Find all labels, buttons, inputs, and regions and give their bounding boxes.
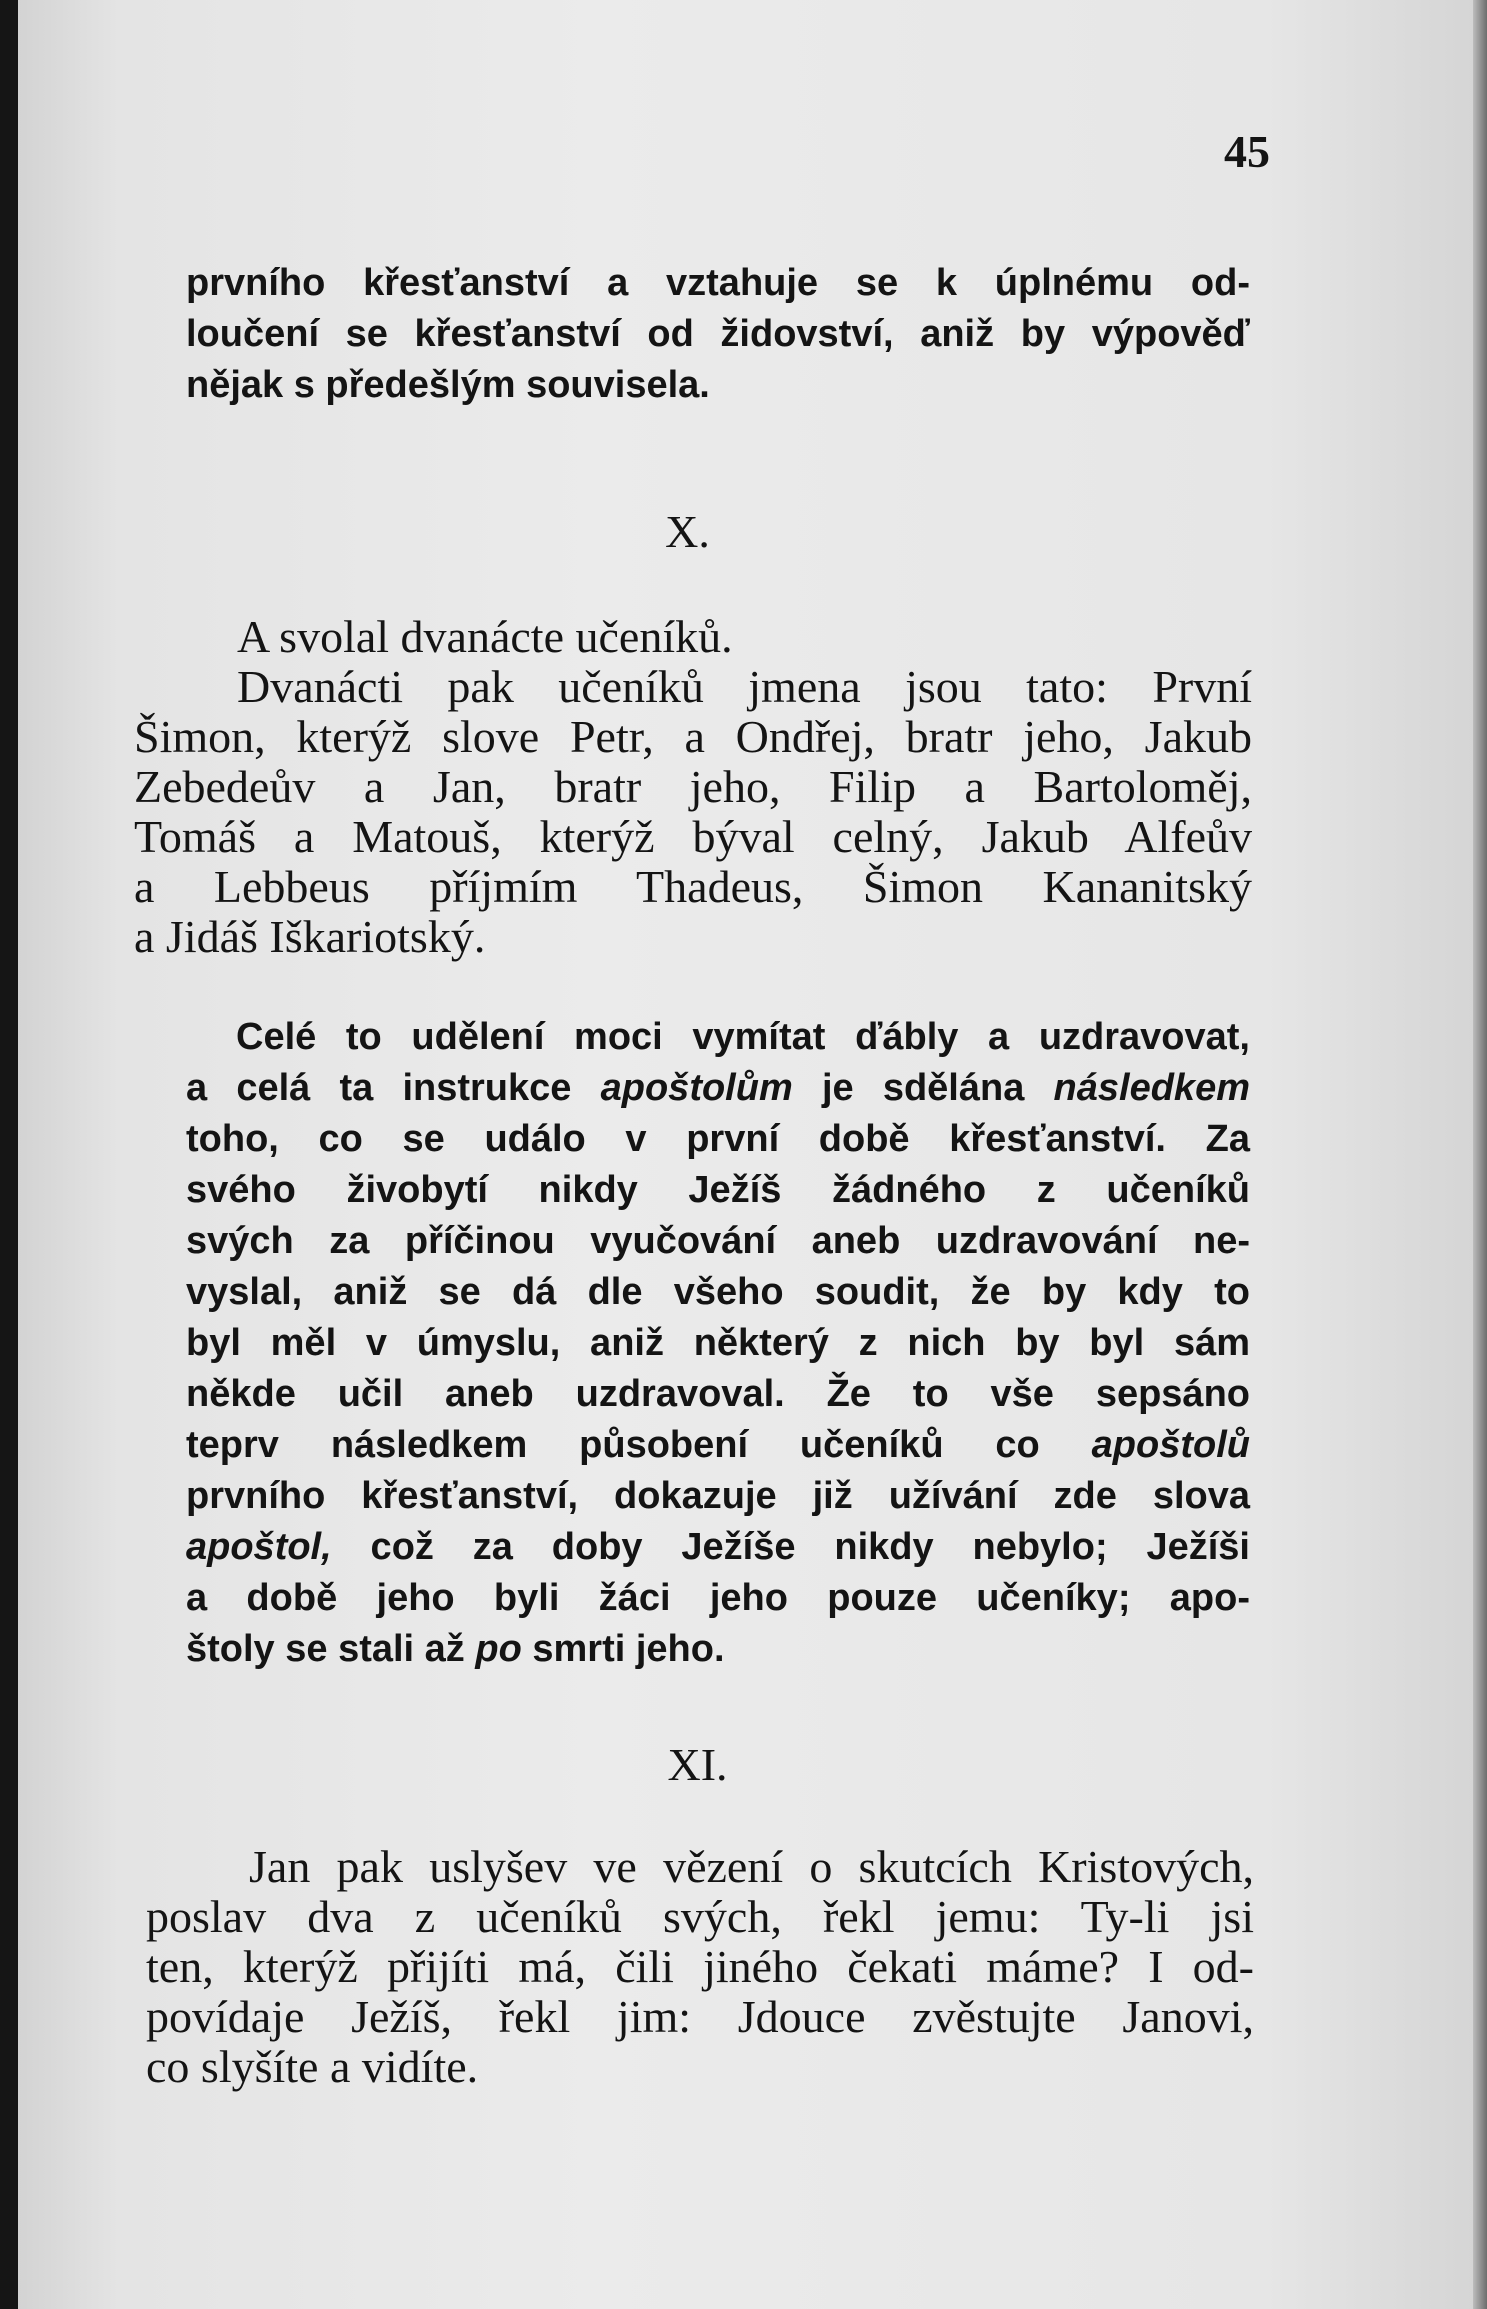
quote-line: poslav dva z učeníků svých, řekl jemu: Ty-li jsi: [146, 1891, 1254, 1942]
page-left-edge-shadow: [0, 0, 18, 2309]
quote-line: Dvanácti pak učeníků jmena jsou tato: První: [237, 661, 1252, 712]
intro-line: prvního křesťanství a vztahuje se k úplnému od-: [186, 262, 1250, 304]
intro-line: loučení se křesťanství od židovství, aniž by výpověď: [186, 313, 1250, 355]
commentary-line: Celé to udělení moci vymítat ďábly a uzdravovat,: [236, 1016, 1250, 1058]
quote-line: a Jidáš Iškariotský.: [134, 911, 486, 962]
commentary-line: byl měl v úmyslu, aniž některý z nich by byl sám: [186, 1322, 1250, 1364]
commentary-line: štoly se stali až po smrti jeho.: [186, 1628, 725, 1670]
quote-line: Tomáš a Matouš, kterýž býval celný, Jakub Alfeův: [134, 811, 1252, 862]
commentary-line: svého živobytí nikdy Ježíš žádného z učeníků: [186, 1169, 1250, 1211]
quote-line: povídaje Ježíš, řekl jim: Jdouce zvěstujte Janovi,: [146, 1991, 1254, 2042]
page-number: 45: [1224, 126, 1270, 177]
intro-line: nějak s předešlým souvisela.: [186, 364, 710, 406]
commentary-line: prvního křesťanství, dokazuje již užívání zde slova: [186, 1475, 1250, 1517]
commentary-line: někde učil aneb uzdravoval. Že to vše sepsáno: [186, 1373, 1250, 1415]
section-xi-heading: XI.: [667, 1739, 728, 1790]
quote-line: Jan pak uslyšev ve vězení o skutcích Kristových,: [249, 1841, 1254, 1892]
section-x-commentary: [186, 1012, 1250, 1675]
commentary-line: toho, co se událo v první době křesťanství. Za: [186, 1118, 1250, 1160]
page-right-edge-shadow: [1473, 0, 1487, 2309]
commentary-line: apoštol, což za doby Ježíše nikdy nebylo; Ježíši: [186, 1526, 1250, 1568]
commentary-line: teprv následkem působení učeníků co apoštolů: [186, 1424, 1250, 1466]
commentary-line: vyslal, aniž se dá dle všeho soudit, že by kdy to: [186, 1271, 1250, 1313]
quote-line: co slyšíte a vidíte.: [146, 2041, 479, 2092]
quote-line: Zebedeův a Jan, bratr jeho, Filip a Bartoloměj,: [134, 761, 1252, 812]
section-x-heading: X.: [665, 506, 710, 557]
commentary-line: a celá ta instrukce apoštolům je sdělána následkem: [186, 1067, 1250, 1109]
commentary-line: a době jeho byli žáci jeho pouze učeníky; apo-: [186, 1577, 1250, 1619]
quote-first-line: A svolal dvanácte učeníků.: [237, 611, 733, 662]
commentary-line: svých za příčinou vyučování aneb uzdravování ne-: [186, 1220, 1250, 1262]
intro-paragraph: [186, 258, 1250, 411]
quote-line: ten, kterýž přijíti má, čili jiného čekati máme? I od-: [146, 1941, 1254, 1992]
section-x-quote: [134, 612, 1252, 962]
quote-line: a Lebbeus příjmím Thadeus, Šimon Kananitský: [134, 861, 1252, 912]
section-xi-quote: [146, 1842, 1254, 2092]
quote-line: Šimon, kterýž slove Petr, a Ondřej, bratr jeho, Jakub: [134, 711, 1252, 762]
